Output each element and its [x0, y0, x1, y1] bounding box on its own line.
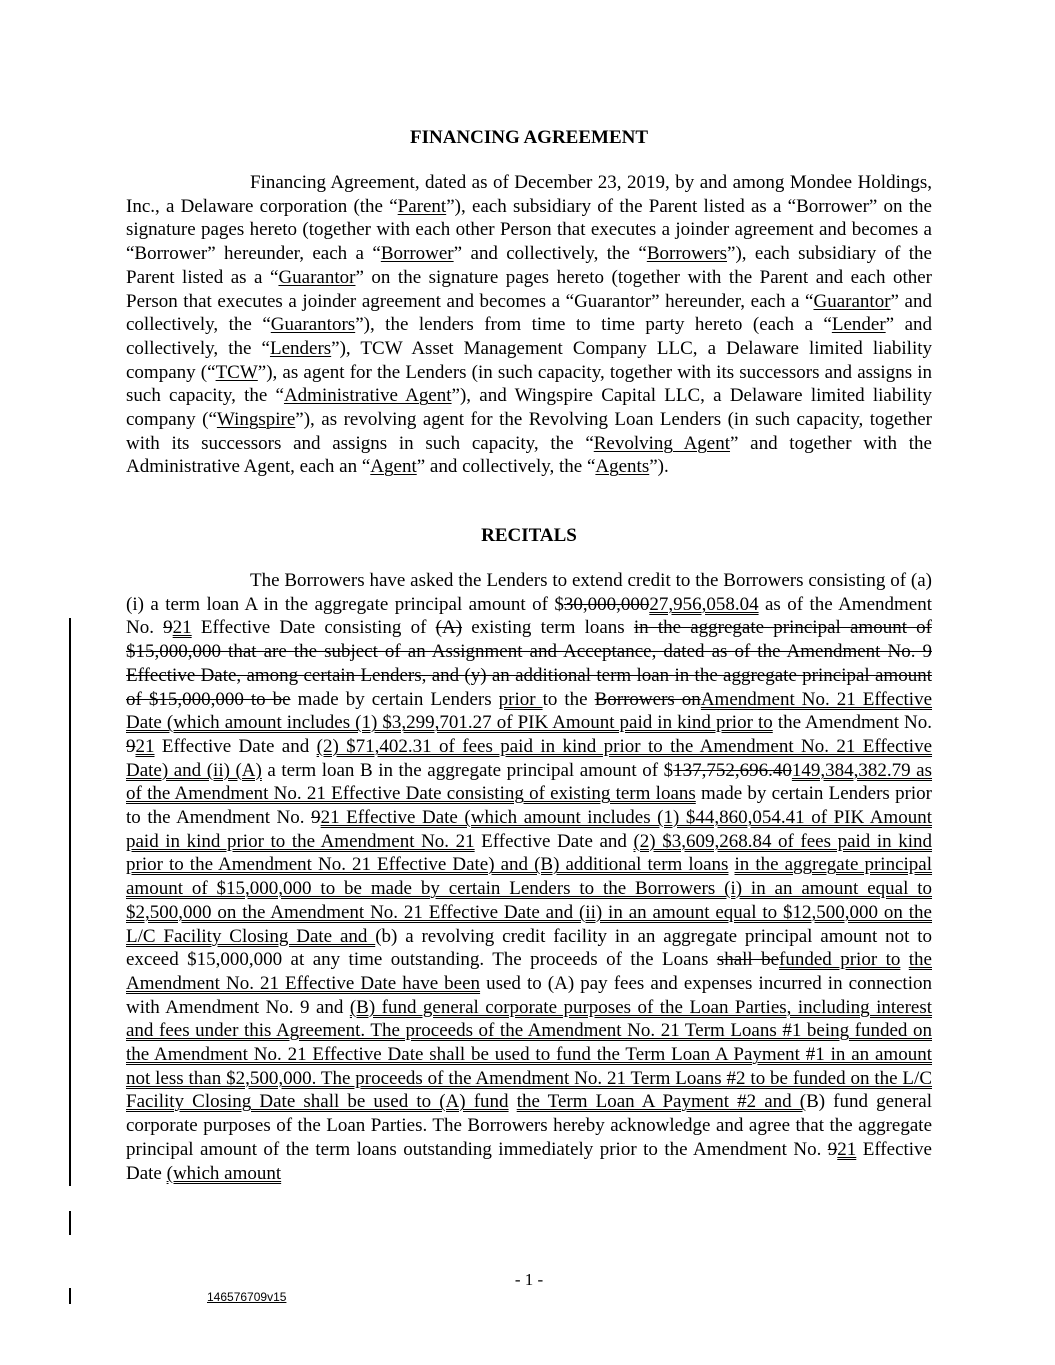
text: ” and collectively, the “: [126, 290, 932, 336]
text: (b) a revolving credit facility in an aggregate principal amount not to exceed $15,000,000 at any time outstanding. The proceeds of the Loans: [126, 925, 933, 971]
inserted-text: the Term Loan A Payment #2 and (: [516, 1091, 807, 1113]
text: ”), TCW Asset Management Company LLC, a Delaware limited liability company (“: [126, 337, 932, 383]
deleted-text: shall be: [716, 949, 780, 971]
change-bar: [69, 1288, 71, 1304]
defined-term: Revolving Agent: [593, 432, 731, 454]
inserted-text: 21: [172, 617, 192, 639]
recitals-heading: RECITALS: [481, 525, 577, 546]
inserted-text: 21: [837, 1138, 857, 1160]
text: the Amendment No.: [772, 712, 932, 734]
deleted-text: 9: [163, 617, 173, 639]
inserted-text: 27,956,058.04: [649, 593, 759, 615]
text: ”), and Wingspire Capital LLC, a Delaware limited liability company (“: [126, 385, 932, 431]
defined-term: Agent: [370, 456, 417, 478]
text: Effective Date: [126, 1138, 932, 1184]
inserted-text: 21 Effective Date (which amount includes (1) $44,860,054.41 of PIK Amount paid in kind prior to the Amendment No. 21: [126, 807, 932, 852]
deleted-text: 9: [311, 807, 321, 829]
inserted-text: (2) $3,609,268.84 of fees paid in kind prior to the Amendment No. 21 Effective Date) and (B) additional term loans: [126, 830, 932, 876]
defined-term: Administrative Agent: [283, 385, 452, 407]
defined-term: Borrower: [380, 243, 454, 265]
inserted-text: the Amendment No. 21 Effective Date have been: [126, 949, 932, 994]
deleted-text: Borrowers on: [594, 688, 701, 710]
text: ”), the lenders from time to time party hereto (each a “: [355, 314, 832, 336]
text: [509, 1091, 517, 1112]
text: ”), as agent for the Lenders (in such capacity, together with its successors and assigns in such capacity, the “: [126, 361, 933, 407]
defined-term: Guarantor: [813, 290, 891, 312]
text: The Borrowers have asked the Lenders to extend credit to the Borrowers consisting of (a) (i) a term loan A in the aggregate principal amount of $: [126, 570, 932, 615]
text: ”), each subsidiary of the Parent listed as a “: [126, 243, 932, 288]
inserted-text: 21: [135, 735, 155, 757]
text: Effective Date and: [474, 830, 634, 852]
text: made by certain Lenders prior to the Amendment No.: [126, 783, 932, 829]
text: ” and together with the Administrative Agent, each an “: [126, 432, 932, 478]
document-id: 146576709v15: [207, 1290, 287, 1304]
inserted-text: 149,384,382.79 as of the Amendment No. 21 Effective Date consisting of existing term loans: [126, 759, 933, 805]
inserted-text: (which amount: [166, 1162, 282, 1184]
text: Financing Agreement, dated as of December 23, 2019, by and among Mondee Holdings, Inc., a Delaware corporation (the “: [126, 172, 932, 217]
defined-term: Lenders: [269, 337, 332, 359]
deleted-text: (A): [435, 617, 463, 639]
deleted-text: 137,752,696.40: [673, 759, 792, 781]
change-bar: [69, 618, 71, 1186]
text: ” on the signature pages hereto (together with the Parent and each other Person that executes a joinder agreement and becomes a “Guarantor” hereunder, each a “: [126, 266, 932, 312]
defined-term: Agents: [595, 456, 650, 478]
preamble-paragraph: [126, 171, 932, 479]
text: used to (A) pay fees and expenses incurred in connection with Amendment No. 9 and: [126, 972, 932, 1018]
deleted-text: 9: [827, 1138, 838, 1160]
defined-term: Guarantors: [270, 314, 356, 336]
text: ” and collectively, the “: [416, 456, 596, 478]
text: to the: [542, 688, 595, 710]
deleted-text: 30,000,000: [563, 593, 650, 615]
text: B) fund general corporate purposes of the Loan Parties. The Borrowers hereby acknowledge and agree that the aggregate principal amount of the term loans outstanding immediately prior to the Amendment No.: [126, 1091, 933, 1160]
change-bar: [69, 1211, 71, 1235]
defined-term: Wingspire: [216, 409, 296, 431]
defined-term: Lender: [831, 314, 886, 336]
deleted-text: in the aggregate principal amount of $15,000,000 that are the subject of an Assignment and Acceptance, dated as of the Amendment No. 9 Effective Date, among certain Lenders, and (y) an additional term loan in the aggregate principal amount of $15,000,000 to be: [126, 617, 932, 710]
defined-term: Borrowers: [646, 243, 728, 265]
text: Effective Date consisting of: [191, 617, 436, 639]
recitals-paragraph: [126, 569, 932, 1185]
text: ”).: [649, 456, 669, 478]
text: ” and collectively, the “: [126, 314, 933, 359]
inserted-text: funded prior to: [779, 949, 901, 971]
page-number: - 1 -: [514, 1270, 544, 1289]
inserted-text: Amendment No. 21 Effective Date (which amount includes (1) $3,299,701.27 of PIK Amount paid in kind prior to: [126, 688, 933, 734]
text: made by certain Lenders: [290, 688, 499, 710]
text: existing term loans: [462, 617, 634, 639]
defined-term: TCW: [215, 361, 258, 383]
defined-term: Parent: [397, 195, 447, 217]
deleted-text: 9: [126, 735, 136, 757]
text: as of the Amendment No.: [126, 593, 932, 639]
inserted-text: in the aggregate principal amount of $15,000,000 to be made by certain Lenders to the Borrowers (i) in an amount equal to $2,500,000 on the Amendment No. 21 Effective Date and (ii) in an amount equal to $12,500,000 on the L/C Facility Closing Date and: [126, 854, 933, 947]
text: ”), each subsidiary of the Parent listed as a “Borrower” on the signature pages hereto (together with each other Person that executes a joinder agreement and becomes a “Borrower” hereunder, each a “: [126, 195, 932, 265]
inserted-text: (2) $71,402.31 of fees paid in kind prior to the Amendment No. 21 Effective Date) and (ii) (A): [126, 735, 933, 781]
text: a term loan B in the aggregate principal amount of: [261, 759, 664, 781]
inserted-text: (B) fund general corporate purposes of the Loan Parties, including interest and fees under this Agreement. The proceeds of the Amendment No. 21 Term Loans #1 being funded on the Amendment No. 21 Effective Date shall be used to fund the Term Loan A Payment #1 in an amount not less than $2,500,000. The proceeds of the Amendment No. 21 Term Loans #2 to be funded on the L/C Facility Closing Date shall be used to (A) fund: [126, 996, 933, 1113]
inserted-text: prior: [498, 688, 543, 710]
document-title: FINANCING AGREEMENT: [409, 127, 649, 148]
text: Effective Date and: [154, 735, 317, 757]
text: [900, 949, 908, 970]
text: ” and collectively, the “: [453, 243, 647, 265]
text: $: [663, 759, 674, 781]
text: ”), as revolving agent for the Revolving Loan Lenders (in such capacity, together with its successors and assigns in such capacity, the “: [126, 409, 933, 454]
defined-term: Guarantor: [278, 266, 356, 288]
